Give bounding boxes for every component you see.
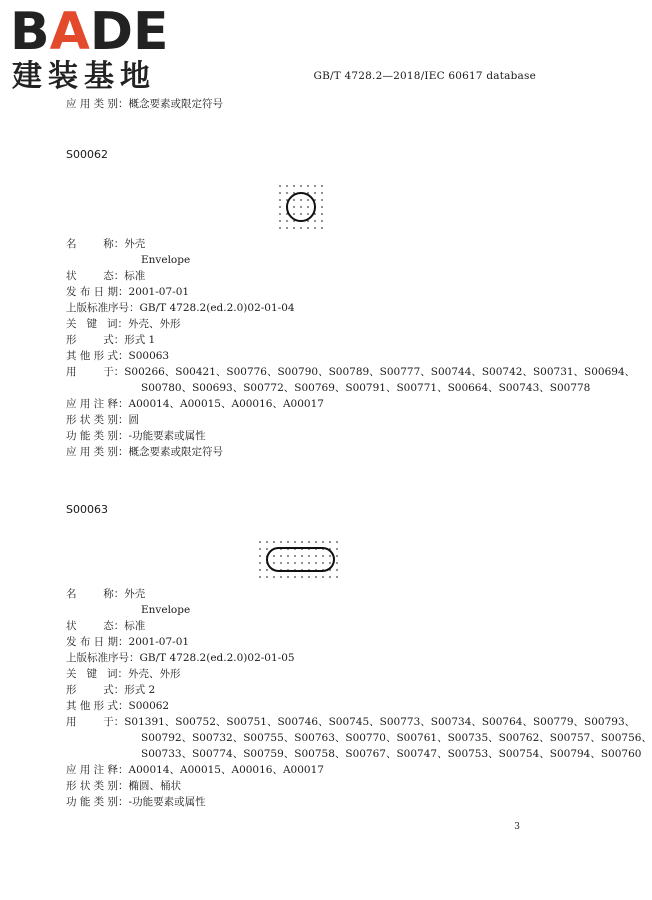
entry-prev-standard: 上版标准序号：GB/T 4728.2(ed.2.0)02-01-04 (66, 302, 295, 314)
entry-status: 状 态：标准 (66, 270, 146, 282)
symbol-circle-envelope (276, 182, 324, 234)
entry-used-in-cont: S00733、S00774、S00759、S00758、S00767、S00747、S00753、S00754、S00794、S00760 (141, 748, 642, 760)
entry-shape-category: 形 状 类 别：椭圆、桶状 (66, 780, 182, 792)
entry-form: 形 式：形式 1 (66, 334, 156, 346)
entry-application-category: 应 用 类 别：概念要素或限定符号 (66, 446, 224, 458)
entry-name-en: Envelope (141, 254, 191, 266)
entry-keywords: 关 键 词：外壳、外形 (66, 668, 181, 680)
entry-form: 形 式：形式 2 (66, 684, 156, 696)
entry-function-category: 功 能 类 别：-功能要素或属性 (66, 796, 206, 808)
symbol-obround-envelope (256, 538, 344, 582)
standard-header: GB/T 4728.2—2018/IEC 60617 database (313, 70, 536, 82)
entry-used-in-cont: S00780、S00693、S00772、S00769、S00791、S00771、S00664、S00743、S00778 (141, 382, 591, 394)
entry-status: 状 态：标准 (66, 620, 146, 632)
entry-prev-standard: 上版标准序号：GB/T 4728.2(ed.2.0)02-01-05 (66, 652, 295, 664)
entry-date: 发 布 日 期：2001-07-01 (66, 286, 190, 298)
entry-shape-category: 形 状 类 别：圆 (66, 414, 140, 426)
entry-keywords: 关 键 词：外壳、外形 (66, 318, 181, 330)
entry-id: S00063 (66, 503, 108, 516)
entry-date: 发 布 日 期：2001-07-01 (66, 636, 190, 648)
entry-function-category: 功 能 类 别：-功能要素或属性 (66, 430, 206, 442)
entry-used-in: 用 于：S00266、S00421、S00776、S00790、S00789、S00777、S00744、S00742、S00731、S00694、 (66, 366, 636, 378)
entry-name: 名 称：外壳 (66, 238, 146, 250)
entry-other-form: 其 他 形 式：S00062 (66, 700, 170, 712)
logo-wordmark: BADE (10, 2, 169, 62)
entry-notes: 应 用 注 释：A00014、A00015、A00016、A00017 (66, 764, 324, 776)
entry-other-form: 其 他 形 式：S00063 (66, 350, 170, 362)
page-number: 3 (514, 822, 520, 832)
entry-used-in: 用 于：S01391、S00752、S00751、S00746、S00745、S00773、S00734、S00764、S00779、S00793、 (66, 716, 636, 728)
entry-name-en: Envelope (141, 604, 191, 616)
top-application-category: 应 用 类 别：概念要素或限定符号 (66, 98, 224, 110)
entry-used-in-cont: S00792、S00732、S00755、S00763、S00770、S00761、S00735、S00762、S00757、S00756、 (141, 732, 652, 744)
entry-name: 名 称：外壳 (66, 588, 146, 600)
bade-logo (6, 4, 176, 92)
logo-subtitle: 建装基地 (12, 59, 156, 94)
entry-id: S00062 (66, 148, 108, 161)
entry-notes: 应 用 注 释：A00014、A00015、A00016、A00017 (66, 398, 324, 410)
